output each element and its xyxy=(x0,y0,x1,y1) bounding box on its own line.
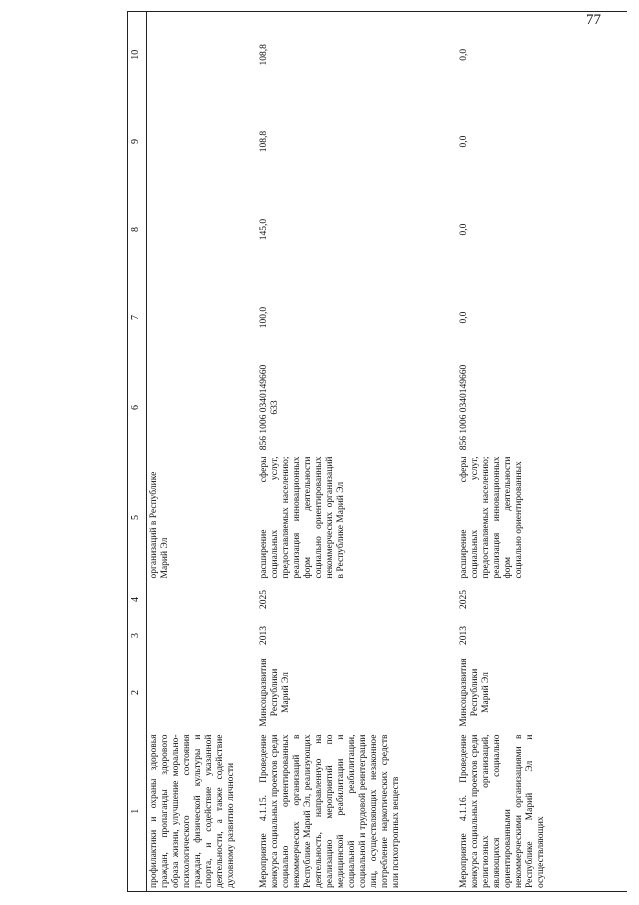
amount-col9 xyxy=(147,98,257,186)
responsible-executor: Минсоцразвития Республики Марий Эл xyxy=(458,658,491,727)
amount-col8 xyxy=(147,186,257,274)
program-table xyxy=(127,11,627,892)
expected-result: расширение сферы социальных услуг, предоставляемых населению; реализация инновационных форм деятельности социально ориентированных некоммерческих организаций в Республике Марий Эл xyxy=(258,456,346,579)
header-cell: 9 xyxy=(128,98,147,186)
amount-col10: 0,0 xyxy=(457,12,627,98)
responsible-executor xyxy=(147,654,257,732)
table-row xyxy=(457,12,627,892)
header-cell: 7 xyxy=(128,274,147,362)
header-cell: 2 xyxy=(128,654,147,732)
responsible-executor: Минсоцразвития Республики Марий Эл xyxy=(258,658,291,727)
header-row xyxy=(128,12,147,892)
start-year: 2013 xyxy=(258,626,269,645)
end-year: 2025 xyxy=(458,590,469,609)
header-cell: 8 xyxy=(128,186,147,274)
expected-result: организаций в Республике Марий Эл xyxy=(149,471,170,579)
amount-col10: 108,8 xyxy=(257,12,457,98)
amount-col9: 108,8 xyxy=(258,130,269,153)
measure-description: Мероприятие 4.1.15. Проведение конкурса социальных проектов среди социально ориентированных некоммерческих организаций в Республике Марий Эл, реализующих деятельность, направленную на реализацию мероприятий по медицинской реабилитации и социальной реабилитации, социальной и трудовой реинтеграции лиц, осуществляющих незаконное потребление наркотических средств или психотропных веществ xyxy=(257,732,457,892)
start-year xyxy=(147,618,257,654)
end-year: 2025 xyxy=(258,590,269,609)
measure-description: Мероприятие 4.1.16. Проведение конкурса социальных проектов среди религиозных организаций, являющихся социально ориентированными некоммерческими организациями в Республике Марий Эл и осуществляющих xyxy=(457,732,627,892)
header-cell: 6 xyxy=(128,362,147,454)
amount-col8: 0,0 xyxy=(458,223,469,236)
start-year: 2013 xyxy=(458,626,469,645)
expected-result: расширение сферы социальных услуг, предоставляемых населению; реализация инновационных форм деятельности социально ориентированных xyxy=(458,456,524,579)
header-cell: 1 xyxy=(128,732,147,892)
table-row xyxy=(257,12,457,892)
table-row xyxy=(147,12,257,892)
end-year xyxy=(147,582,257,618)
budget-code xyxy=(147,362,257,454)
amount-col8: 145,0 xyxy=(258,218,269,241)
amount-col10 xyxy=(147,12,257,98)
page-number: 77 xyxy=(586,12,601,28)
header-cell: 3 xyxy=(128,618,147,654)
measure-description: профилактики и охраны здоровья граждан, пропаганды здорового образа жизни, улучшение морально-психологического состояния граждан, физической культуры и спорта, и содействие указанной деятельности, а также содействие духовному развитию личности xyxy=(147,732,257,892)
header-cell: 4 xyxy=(128,582,147,618)
amount-col7: 0,0 xyxy=(458,311,469,324)
rotated-table-wrapper xyxy=(127,12,639,892)
budget-code: 856 1006 0340149660 633 xyxy=(258,364,280,451)
amount-col7 xyxy=(147,274,257,362)
header-cell: 10 xyxy=(128,12,147,98)
amount-col7: 100,0 xyxy=(258,306,269,329)
amount-col9: 0,0 xyxy=(458,135,469,148)
budget-code: 856 1006 0340149660 xyxy=(458,364,469,451)
header-cell: 5 xyxy=(128,454,147,582)
